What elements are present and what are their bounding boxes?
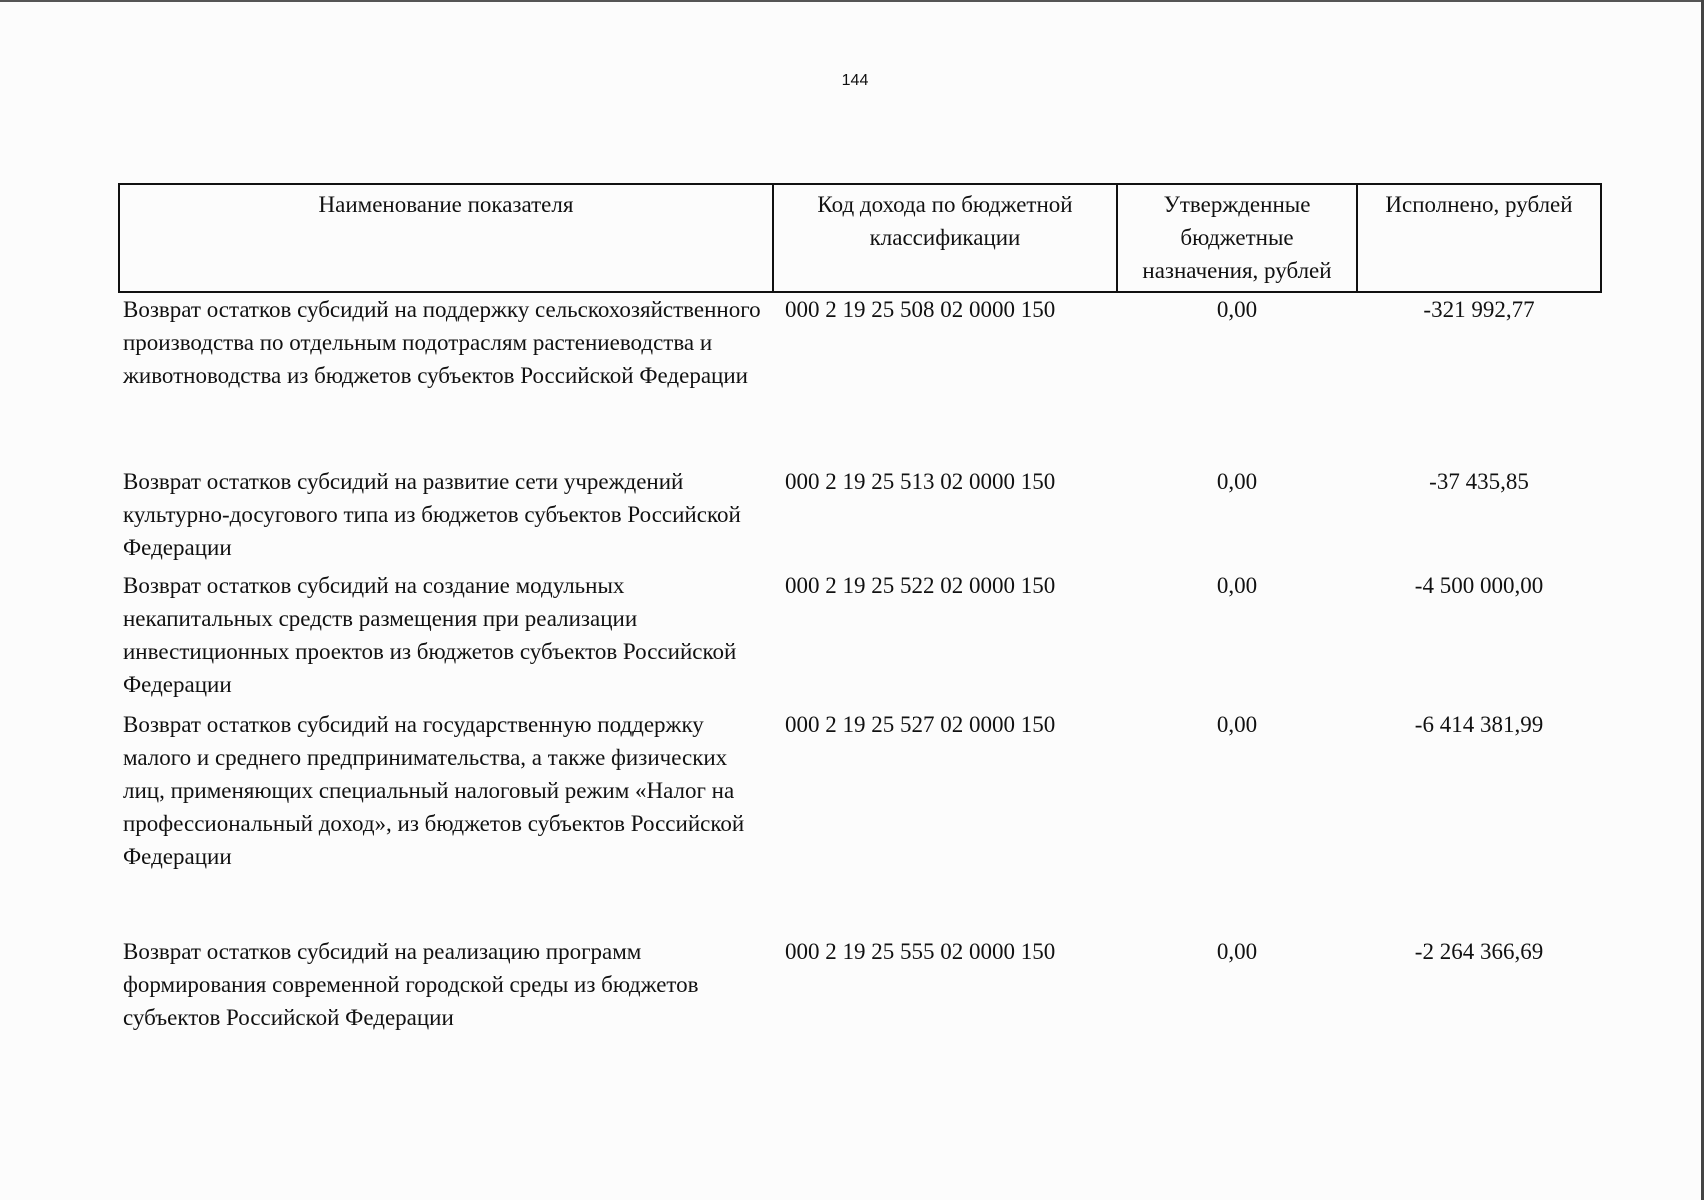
header-row (119, 184, 1601, 292)
row-name: Возврат остатков субсидий на поддержку сельскохозяйственного производства по отдельным подотраслям растениеводства и животноводства из бюджетов субъектов Российской Федерации (123, 297, 761, 388)
row-code: 000 2 19 25 508 02 0000 150 (785, 297, 1056, 322)
page-number: 144 (841, 72, 869, 89)
header-code: Код дохода по бюджетной классификации (773, 184, 1117, 292)
row-executed: -2 264 366,69 (1414, 939, 1544, 964)
table-header (119, 184, 1601, 292)
row-executed: -37 435,85 (1429, 469, 1529, 494)
header-name: Наименование показателя (119, 184, 773, 292)
row-name: Возврат остатков субсидий на создание модульных некапитальных средств размещения при реализации инвестиционных проектов из бюджетов субъектов Российской Федерации (123, 573, 737, 697)
row-executed: -4 500 000,00 (1414, 573, 1544, 598)
table-row (119, 569, 1601, 708)
row-approved: 0,00 (1216, 939, 1258, 964)
row-executed: -321 992,77 (1423, 297, 1535, 322)
table-row (119, 465, 1601, 569)
table-body (119, 292, 1601, 1040)
row-approved: 0,00 (1216, 573, 1258, 598)
row-code: 000 2 19 25 555 02 0000 150 (785, 939, 1056, 964)
row-name: Возврат остатков субсидий на развитие сети учреждений культурно-досугового типа из бюджетов субъектов Российской Федерации (123, 469, 741, 560)
row-executed: -6 414 381,99 (1414, 712, 1544, 737)
row-code: 000 2 19 25 522 02 0000 150 (785, 573, 1056, 598)
header-executed: Исполнено, рублей (1357, 184, 1601, 292)
top-edge-line (0, 0, 1704, 2)
table-row (119, 935, 1601, 1040)
row-approved: 0,00 (1216, 297, 1258, 322)
row-name: Возврат остатков субсидий на реализацию программ формирования современной городской среды из бюджетов субъектов Российской Федерации (123, 939, 699, 1030)
header-approved: Утвержденные бюджетные назначения, рублей (1117, 184, 1357, 292)
row-name: Возврат остатков субсидий на государственную поддержку малого и среднего предпринимательства, а также физических лиц, применяющих специальный налоговый режим «Налог на профессиональный доход», из бюджетов субъектов Российской Федерации (123, 712, 745, 869)
row-approved: 0,00 (1216, 712, 1258, 737)
row-code: 000 2 19 25 513 02 0000 150 (785, 469, 1056, 494)
table-row (119, 708, 1601, 935)
row-code: 000 2 19 25 527 02 0000 150 (785, 712, 1056, 737)
row-approved: 0,00 (1216, 469, 1258, 494)
table-row (119, 292, 1601, 465)
income-report-table (118, 183, 1602, 1040)
